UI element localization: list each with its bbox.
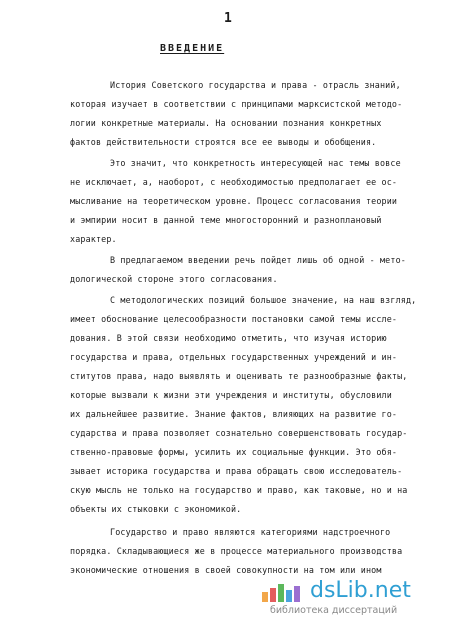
text-line: объекты их стыковки с экономикой. xyxy=(70,504,242,514)
page-heading: ВВЕДЕНИЕ xyxy=(160,43,225,54)
text-line: имеет обоснование целесообразности постановки самой темы иссле- xyxy=(70,314,398,324)
text-line: порядка. Складывающиеся же в процессе материального производства xyxy=(70,546,403,556)
text-line: которая изучает в соответствии с принципами марксистской методо- xyxy=(70,99,403,109)
text-line: фактов действительности строятся все ее выводы и обобщения. xyxy=(70,137,377,147)
watermark-name: dsLib.net xyxy=(310,578,411,603)
text-line: Это значит, что конкретность интересующей нас темы вовсе xyxy=(110,158,401,168)
text-line: дологической стороне этого согласования. xyxy=(70,274,278,284)
text-line: зывает историка государства и права обращать свою исследователь- xyxy=(70,466,403,476)
text-line: ственно-правовые формы, усилить их социальные функции. Это обя- xyxy=(70,447,398,457)
text-line: государства и права, отдельных государственных учреждений и ин- xyxy=(70,352,398,362)
text-line: и эмпирии носит в данной теме многосторонний и разноплановый xyxy=(70,215,382,225)
text-line: В предлагаемом введении речь пойдет лишь об одной - мето- xyxy=(110,255,406,265)
dslib-watermark[interactable] xyxy=(258,578,448,622)
text-line: не исключает, а, наоборот, с необходимостью предполагает ее ос- xyxy=(70,177,398,187)
text-line: которые вызвали к жизни эти учреждения и институты, обусловили xyxy=(70,390,392,400)
text-line: дования. В этой связи необходимо отметить, что изучая историю xyxy=(70,333,387,343)
text-line: Государство и право являются категориями надстроечного xyxy=(110,527,391,537)
text-line: их дальнейшее развитие. Знание фактов, влияющих на развитие го- xyxy=(70,409,398,419)
text-line: сударства и права позволяет сознательно совершенствовать государ- xyxy=(70,428,408,438)
text-line: логии конкретные материалы. На основании познания конкретных xyxy=(70,118,382,128)
watermark-subtitle: библиотека диссертаций xyxy=(270,605,398,616)
text-line: характер. xyxy=(70,234,117,244)
dslib-logo-icon xyxy=(260,580,306,604)
text-line: С методологических позиций большое значение, на наш взгляд, xyxy=(110,295,417,305)
text-line: экономические отношения в своей совокупности на том или ином xyxy=(70,565,382,575)
text-line: ститутов права, надо выявлять и оценивать те разнообразные факты, xyxy=(70,371,408,381)
text-line: скую мысль не только на государство и право, как таковые, но и на xyxy=(70,485,408,495)
page-number: 1 xyxy=(224,11,232,26)
text-line: История Советского государства и права - отрасль знаний, xyxy=(110,80,401,90)
text-line: мысливание на теоретическом уровне. Процесс согласования теории xyxy=(70,196,398,206)
